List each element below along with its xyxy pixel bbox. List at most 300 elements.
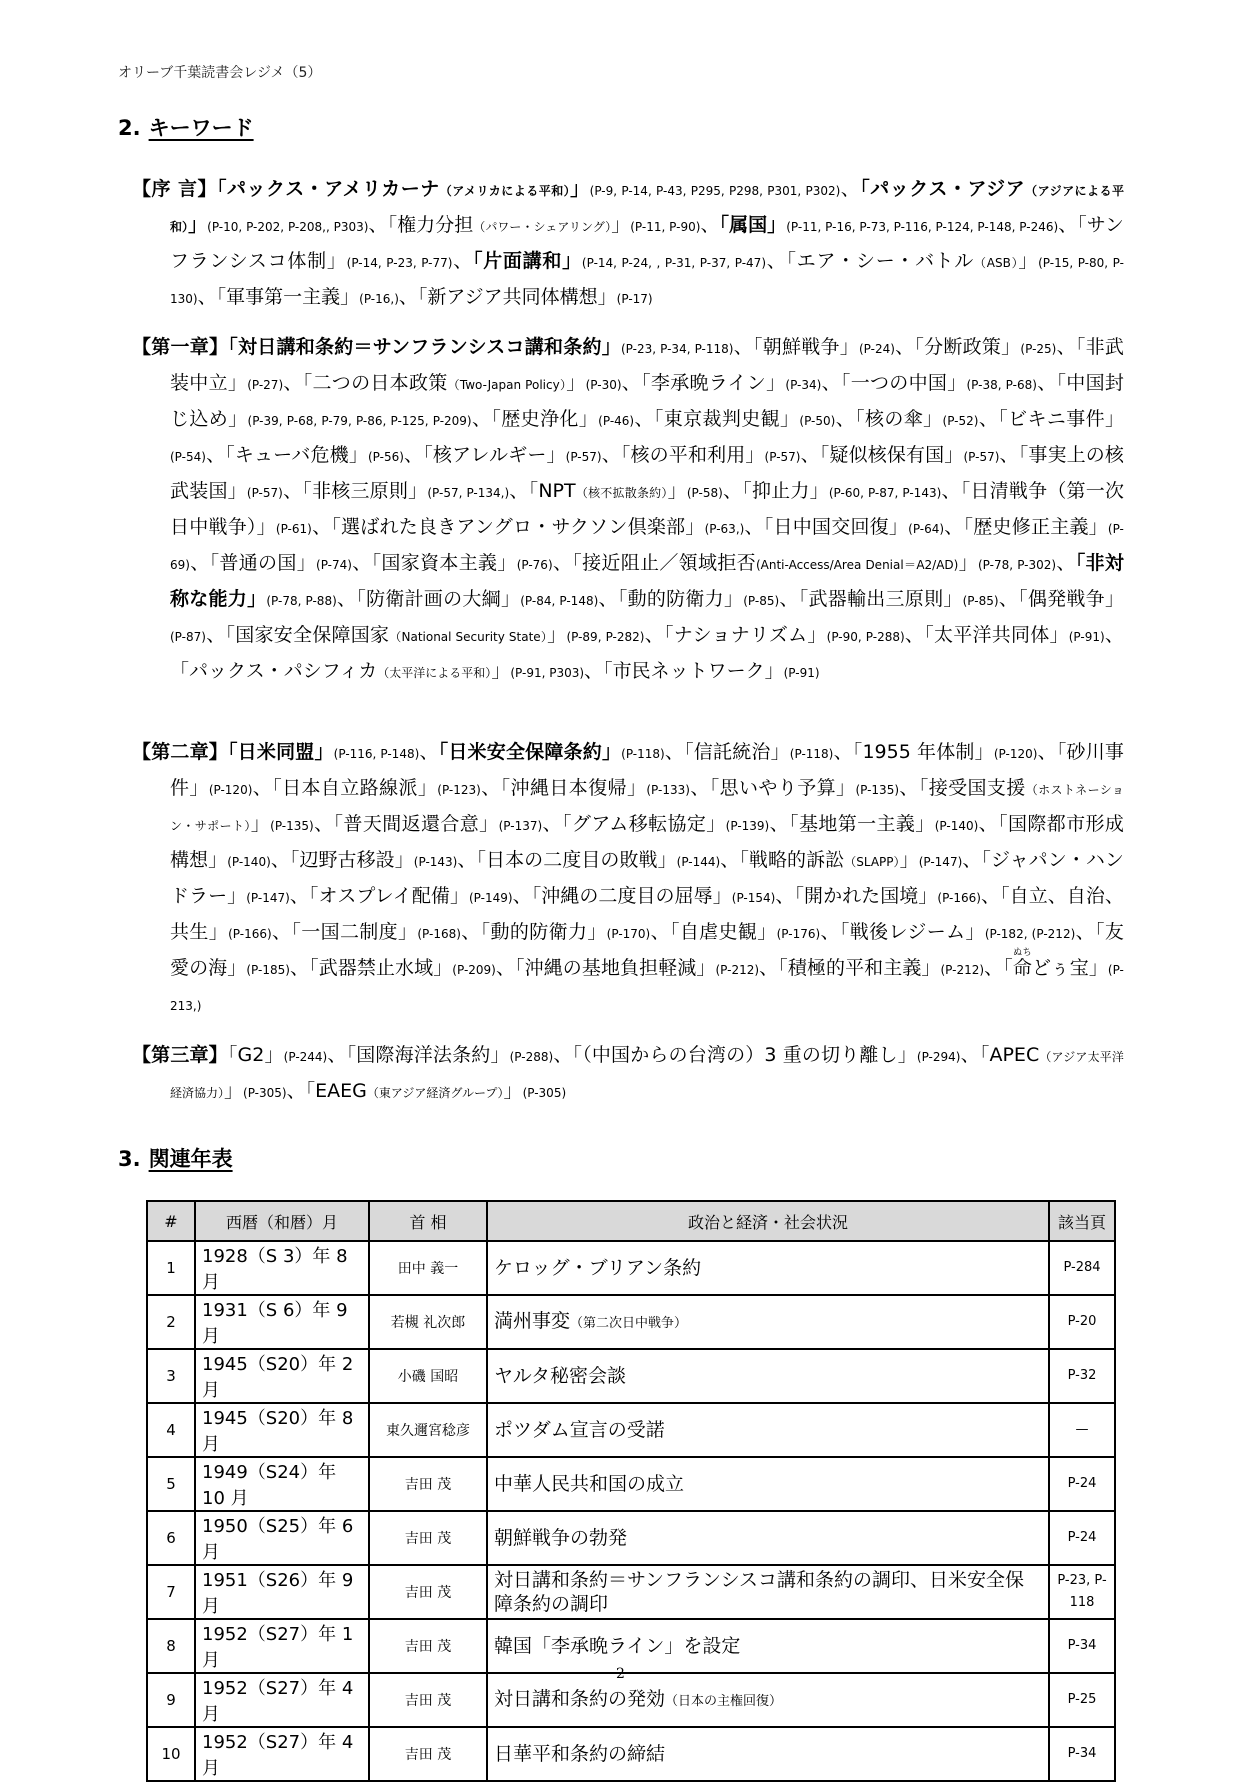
keyword: 「選ばれた良きアングロ・サクソン倶楽部」 (331, 516, 705, 538)
page-reference: (P-27) (247, 378, 284, 392)
page-reference: (P-34) (785, 378, 822, 392)
keyword: 「歴史浄化」 (491, 408, 599, 430)
keyword: 「属国」 (719, 214, 787, 236)
keyword: 「片面講和」 (472, 250, 582, 272)
page-reference: (P-50) (799, 414, 836, 428)
separator: 、 (327, 1044, 347, 1066)
page-reference: (P-64) (908, 522, 945, 536)
separator: 、 (1036, 372, 1057, 394)
chapter-label: 【第二章】 (132, 741, 228, 763)
keyword: 「軍事第一主義」 (216, 286, 360, 308)
page-reference: (P-9, P-14, P-43, P295, P298, P301, P302) (589, 184, 841, 198)
cell-prime-minister: 吉田 茂 (369, 1511, 487, 1565)
separator: 、 (664, 741, 685, 763)
separator: 、 (650, 921, 670, 943)
cell-date: 1950（S25）年 6 月 (195, 1511, 369, 1565)
keyword: 「抑止力」 (742, 480, 829, 502)
page-reference: (P-90, P-288) (826, 630, 905, 644)
keyword: 「武器禁止水域」 (309, 957, 453, 979)
page-reference: (P-135) (855, 783, 900, 797)
separator: 、 (1037, 741, 1057, 763)
keyword: 「沖縄日本復帰」 (500, 777, 647, 799)
separator: 、 (270, 849, 290, 871)
page-reference: (P-168) (417, 927, 461, 941)
keyword: 「朝鮮戦争」 (752, 336, 859, 358)
cell-number: 8 (147, 1619, 195, 1673)
cell-date: 1952（S27）年 4 月 (195, 1673, 369, 1727)
cell-number: 7 (147, 1565, 195, 1619)
keyword: 「思いやり予算」 (709, 777, 856, 799)
keyword: 「沖縄の基地負担軽減」 (515, 957, 716, 979)
page-reference: (P-14, P-23, P-77) (346, 256, 453, 270)
keyword: 「自立、自治、共生」 (170, 885, 1124, 943)
event-note: （第二次日中戦争） (570, 1315, 688, 1331)
separator: 、 (271, 921, 292, 943)
table-row (147, 1619, 1115, 1673)
page-reference: (P-54) (170, 450, 206, 464)
section-2-title: キーワード (148, 116, 254, 140)
separator: 、 (311, 516, 332, 538)
keyword-paragraph (132, 330, 1124, 690)
cell-date: 1928（S 3）年 8 月 (195, 1241, 369, 1295)
page-reference: (P-11, P-90) (630, 220, 701, 234)
cell-prime-minister: 小磯 国昭 (369, 1349, 487, 1403)
keyword: 「砂川事件」 (170, 741, 1124, 799)
page-reference: (P-244) (283, 1050, 328, 1064)
chapter-1 (132, 330, 1124, 690)
keyword: 「国家資本主義」 (371, 552, 517, 574)
cell-page: P-20 (1049, 1295, 1115, 1349)
keyword: 「日本自立路線派」 (272, 777, 438, 799)
separator: 、 (553, 1044, 573, 1066)
page-reference: (P-133) (646, 783, 690, 797)
section-2-heading (118, 112, 254, 142)
keyword: 「ビキニ事件」 (998, 408, 1124, 430)
separator: 、 (821, 372, 841, 394)
keyword: 「国家安全保障国家（National Security State）」 (225, 624, 567, 646)
separator: 、 (282, 480, 303, 502)
event-text: 対日講和条約の発効 (494, 1687, 666, 1710)
page-reference: (P-166) (937, 891, 981, 905)
page-reference: (P-89, P-282) (566, 630, 645, 644)
cell-date: 1945（S20）年 8 月 (195, 1403, 369, 1457)
keyword: 「歴史修正主義」 (963, 516, 1108, 538)
page-reference: (P-137) (498, 819, 543, 833)
keyword-paragraph (132, 1038, 1124, 1110)
page-reference: (P-85) (743, 594, 780, 608)
separator: 、 (720, 849, 740, 871)
page-reference: (P-85) (962, 594, 999, 608)
page-reference: (P-120) (208, 783, 253, 797)
page-reference: (P-213,) (170, 963, 1124, 1013)
keyword: 「李承晩ライン」 (641, 372, 786, 394)
separator: 、 (998, 588, 1019, 610)
cell-page: P-24 (1049, 1457, 1115, 1511)
keyword: 「自虐史観」 (669, 921, 777, 943)
event-text: 韓国「李承晩ライン」を設定 (494, 1635, 741, 1657)
page-reference: (P-305) (522, 1086, 567, 1100)
event-text: 日華平和条約の締結 (494, 1743, 666, 1765)
separator: 、 (779, 588, 799, 610)
keyword: 「普通の国」 (209, 552, 317, 574)
event-text: ポツダム宣言の受諾 (494, 1419, 665, 1441)
separator: 、 (512, 885, 532, 907)
separator: 、 (835, 408, 856, 430)
separator: 、 (941, 480, 961, 502)
cell-event (487, 1295, 1049, 1349)
keyword: 「グアム移転協定」 (561, 813, 726, 835)
separator: 、 (904, 624, 925, 646)
keyword: 「中国封じ込め」 (170, 372, 1124, 430)
keyword: 「APEC（アジア太平洋経済協力）」 (170, 1044, 1124, 1102)
page-reference: (P-140) (934, 819, 979, 833)
separator: 、 (197, 286, 217, 308)
keyword-note: （Two-Japan Policy） (447, 378, 567, 392)
page-reference: (P-123) (437, 783, 481, 797)
page-reference: (P-147) (246, 891, 290, 905)
keyword-note: （太平洋による平和） (377, 666, 492, 680)
separator: 、 (1056, 552, 1076, 574)
page-reference: (P-16,) (359, 292, 399, 306)
keyword: 「核の傘」 (855, 408, 943, 430)
page-reference: (P-14, P-24, , P-31, P-37, P-47) (581, 256, 766, 270)
separator: 、 (1075, 921, 1095, 943)
chapter-label: 【第三章】 (132, 1044, 228, 1066)
page-reference: (P-91, P303) (510, 666, 585, 680)
page-reference: (P-52) (942, 414, 979, 428)
page-reference: (P-209) (452, 963, 496, 977)
separator: 、 (471, 408, 492, 430)
separator: 、 (769, 813, 790, 835)
keyword: 「非核三原則」 (302, 480, 428, 502)
page-reference: (P-76) (516, 558, 553, 572)
keyword: 「動的防衛力」 (480, 921, 607, 943)
page-number: 2 (616, 1666, 625, 1682)
keyword: 「エア・シー・バトル（ASB）」 (786, 250, 1039, 272)
header-number: # (147, 1201, 195, 1241)
keyword: 「接受国支援（ホストネーション・サポート）」 (170, 777, 1124, 835)
keyword: 「友愛の海」 (170, 921, 1124, 979)
separator: 、 (457, 849, 477, 871)
page-reference: (P-118) (789, 747, 834, 761)
cell-prime-minister: 東久邇宮稔彦 (369, 1403, 487, 1457)
table-row (147, 1511, 1115, 1565)
separator: 、 (460, 921, 481, 943)
page-reference: (P-60, P-87, P-143) (828, 486, 942, 500)
page-reference: (P-305) (243, 1086, 287, 1100)
page-reference: (P-46) (598, 414, 635, 428)
cell-number: 9 (147, 1673, 195, 1727)
cell-number: 1 (147, 1241, 195, 1295)
separator: 、 (820, 921, 840, 943)
cell-prime-minister: 吉田 茂 (369, 1619, 487, 1673)
keyword: 「パックス・パシフィカ（太平洋による平和）」 (170, 660, 511, 682)
page-reference: (P-61) (275, 522, 312, 536)
keyword: 「太平洋共同体」 (924, 624, 1069, 646)
keyword: 「国際海洋法条約」 (346, 1044, 510, 1066)
separator: 、 (759, 957, 779, 979)
keyword: 「積極的平和主義」 (778, 957, 941, 979)
page-reference: (P-154) (731, 891, 776, 905)
section-2-number: 2. (118, 116, 141, 140)
page-reference: (P-294) (916, 1050, 961, 1064)
cell-number: 6 (147, 1511, 195, 1565)
cell-page: P-24 (1049, 1511, 1115, 1565)
keyword: 「非対称な能力」 (170, 552, 1124, 610)
event-text: ケロッグ・ブリアン条約 (494, 1257, 702, 1279)
cell-date: 1951（S26）年 9 月 (195, 1565, 369, 1619)
keyword: 「防衛計画の大綱」 (356, 588, 521, 610)
separator: 、 (289, 957, 310, 979)
separator: 、 (700, 214, 720, 236)
keyword: 「新アジア共同体構想」 (417, 286, 617, 308)
page-reference: (P-17) (616, 292, 653, 306)
keyword: 「G2」 (227, 1044, 284, 1066)
event-text: 満州事変 (494, 1309, 571, 1332)
keyword: 「ジャパン・ハンドラー」 (170, 849, 1124, 907)
page-reference: (P-15, P-80, P-130) (170, 256, 1124, 306)
separator: 、 (189, 552, 210, 574)
cell-page: P-34 (1049, 1619, 1115, 1673)
keyword: 「パックス・アメリカーナ（アメリカによる平和）」 (217, 178, 590, 200)
cell-page: — (1049, 1403, 1115, 1457)
separator: 、 (351, 552, 372, 574)
chapter-preface (132, 172, 1124, 316)
table-row (147, 1295, 1115, 1349)
separator: 、 (289, 885, 309, 907)
cell-event (487, 1727, 1049, 1781)
separator: 、 (775, 885, 795, 907)
page-reference: (P-24) (858, 342, 895, 356)
page-reference: (P-38, P-68) (966, 378, 1037, 392)
page-reference: (P-176) (776, 927, 821, 941)
event-text: 中華人民共和国の成立 (494, 1473, 685, 1495)
cell-number: 5 (147, 1457, 195, 1511)
page-reference: (P-120) (993, 747, 1038, 761)
cell-date: 1931（S 6）年 9 月 (195, 1295, 369, 1349)
page-reference: (P-166) (228, 927, 272, 941)
cell-prime-minister: 吉田 茂 (369, 1457, 487, 1511)
page-reference: (P-288) (509, 1050, 554, 1064)
keyword: 「国際都市形成構想」 (170, 813, 1124, 871)
separator: 、 (601, 444, 621, 466)
page-reference: (P-56) (367, 450, 404, 464)
cell-prime-minister: 吉田 茂 (369, 1565, 487, 1619)
chapter-2 (132, 735, 1124, 1023)
keyword-note: （パワー・シェアリング） (473, 220, 612, 234)
keyword: 「一国二制度」 (291, 921, 418, 943)
table-row (147, 1403, 1115, 1457)
page-reference: (P-11, P-16, P-73, P-116, P-124, P-148, P-246) (786, 220, 1059, 234)
separator: 、 (833, 741, 853, 763)
keyword: 「辺野古移設」 (289, 849, 414, 871)
separator: 、 (733, 336, 753, 358)
keyword-note: （東アジア経済グループ） (366, 1086, 504, 1100)
table-row (147, 1457, 1115, 1511)
cell-event (487, 1457, 1049, 1511)
separator: 、 (398, 286, 418, 308)
keyword-note: （ホストネーション・サポート） (170, 783, 1124, 833)
page-reference: (P-57) (565, 450, 602, 464)
cell-event (487, 1619, 1049, 1673)
keyword: 「分断政策」 (914, 336, 1021, 358)
separator: 、 (1058, 214, 1078, 236)
section-3-number: 3. (118, 1147, 141, 1171)
separator: 、 (252, 777, 273, 799)
keyword: 「日本の二度目の敗戦」 (476, 849, 677, 871)
cell-event (487, 1565, 1049, 1619)
separator: 、 (980, 885, 1001, 907)
keyword: 「基地第一主義」 (789, 813, 935, 835)
separator: 、 (984, 957, 1004, 979)
section-3-heading (118, 1143, 233, 1173)
separator: 、 (542, 813, 562, 835)
cell-event (487, 1241, 1049, 1295)
separator: 、 (644, 624, 664, 646)
page-reference: (P-57) (764, 450, 801, 464)
separator: 、 (598, 588, 618, 610)
keyword: 「戦略的訴訟（SLAPP）」 (739, 849, 919, 871)
table-row (147, 1241, 1115, 1295)
event-note: （日本の主権回復） (665, 1693, 783, 1709)
keyword: 「信託統治」 (684, 741, 790, 763)
keyword-note: （National Security State） (389, 630, 548, 644)
separator: 、 (894, 336, 915, 358)
separator: 、 (621, 372, 642, 394)
keyword: 「対日講和条約＝サンフランシスコ講和条約」 (228, 336, 621, 358)
separator: 、 (800, 444, 820, 466)
cell-event (487, 1349, 1049, 1403)
cell-event (487, 1403, 1049, 1457)
separator: 、 (744, 516, 764, 538)
keyword: 「開かれた国境」 (794, 885, 938, 907)
keyword: 「権力分担（パワー・シェアリング）」 (387, 214, 631, 236)
keyword: 「市民ネットワーク」 (603, 660, 784, 682)
cell-date: 1952（S27）年 4 月 (195, 1727, 369, 1781)
keyword-note: （核不拡散条約） (575, 486, 668, 500)
header-page: 該当頁 (1049, 1201, 1115, 1241)
keyword: 「戦後レジーム」 (839, 921, 985, 943)
keyword: 「キューバ危機」 (225, 444, 368, 466)
page-reference: (P-182, (P-212) (984, 927, 1076, 941)
keyword: 「パックス・アジア（アジアによる平和）」 (170, 178, 1124, 236)
keyword: 「核アレルギー」 (423, 444, 566, 466)
separator: 、 (495, 957, 516, 979)
event-text: 朝鮮戦争の勃発 (494, 1527, 628, 1549)
page-reference: (P-74) (316, 558, 352, 572)
page-reference: (P-170) (606, 927, 651, 941)
header-event: 政治と経済・社会状況 (487, 1201, 1049, 1241)
cell-page: P-25 (1049, 1673, 1115, 1727)
separator: 、 (286, 1080, 306, 1102)
page-reference: (P-78, P-302) (978, 558, 1057, 572)
keyword: 「動的防衛力」 (617, 588, 744, 610)
separator: 、 (509, 480, 529, 502)
page-reference: (P-143) (413, 855, 458, 869)
cell-date: 1952（S27）年 1 月 (195, 1619, 369, 1673)
keyword-note: （アジアによる平和） (170, 184, 1124, 234)
cell-prime-minister: 吉田 茂 (369, 1673, 487, 1727)
keyword: 「接近阻止／領域拒否(Anti-Access/Area Denial＝A2/AD)」 (572, 552, 978, 574)
keyword-paragraph (132, 172, 1124, 316)
separator: 、 (313, 813, 334, 835)
keyword: 「日米同盟」 (227, 741, 334, 763)
separator: 、 (205, 624, 226, 646)
keyword-note: （SLAPP） (844, 855, 900, 869)
separator: 、 (944, 516, 964, 538)
table-header-row (147, 1201, 1115, 1241)
page-reference: (P-87) (170, 630, 206, 644)
header-prime-minister: 首 相 (369, 1201, 487, 1241)
separator: 、 (766, 250, 787, 272)
event-text: ヤルタ秘密会談 (494, 1365, 627, 1387)
separator: 、 (722, 480, 743, 502)
separator: 、 (899, 777, 919, 799)
separator: 、 (336, 588, 357, 610)
cell-prime-minister: 吉田 茂 (369, 1727, 487, 1781)
keyword: 「日米安全保障条約」 (438, 741, 622, 763)
page-reference: (P-23, P-34, P-118) (621, 342, 734, 356)
chapter-3 (132, 1038, 1124, 1110)
document-header: オリーブ千葉読書会レジメ（5） (118, 65, 322, 81)
keyword: 「非武装中立」 (170, 336, 1124, 394)
separator: 、 (419, 741, 439, 763)
separator: 、 (368, 214, 388, 236)
keyword-paragraph (132, 735, 1124, 1023)
cell-date: 1945（S20）年 2 月 (195, 1349, 369, 1403)
page-reference: (P-39, P-68, P-79, P-86, P-125, P-209) (247, 414, 472, 428)
page-reference: (P-116, P-148) (333, 747, 420, 761)
separator: 、 (978, 813, 999, 835)
keyword: 「命ぬちどぅ宝」 (1003, 948, 1108, 979)
separator: 、 (552, 552, 573, 574)
keyword: 「ナショナリズム」 (663, 624, 827, 646)
keyword: 「二つの日本政策（Two-Japan Policy）」 (302, 372, 586, 394)
event-text: 対日講和条約＝サンフランシスコ講和条約の調印、日米安全保障条約の調印 (494, 1569, 1025, 1615)
page-reference: (P-185) (246, 963, 290, 977)
separator: 、 (205, 444, 226, 466)
keyword-note: (Anti-Access/Area Denial＝A2/AD) (755, 558, 959, 572)
cell-number: 10 (147, 1727, 195, 1781)
page-reference: (P-57, P-134,) (427, 486, 510, 500)
keyword: 「事実上の核武装国」 (170, 444, 1124, 502)
page-reference: (P-140) (227, 855, 271, 869)
ruby-annotation: 命ぬち (1012, 948, 1032, 979)
page-reference: (P-84, P-148) (520, 594, 599, 608)
cell-number: 4 (147, 1403, 195, 1457)
timeline-table (146, 1200, 1116, 1782)
cell-event (487, 1511, 1049, 1565)
keyword: 「1955 年体制」 (852, 741, 994, 763)
page-reference: (P-57) (246, 486, 283, 500)
page-reference: (P-57) (963, 450, 1000, 464)
page-reference: (P-25) (1020, 342, 1057, 356)
separator: 、 (960, 1044, 980, 1066)
keyword: 「（中国からの台湾の）3 重の切り離し」 (572, 1044, 917, 1066)
cell-page: P-34 (1049, 1727, 1115, 1781)
keyword: 「オスプレイ配備」 (308, 885, 469, 907)
chapter-label: 【序 言】 (132, 178, 218, 200)
keyword: 「偶発戦争」 (1018, 588, 1124, 610)
page-reference: (P-212) (715, 963, 760, 977)
page-reference: (P-135) (270, 819, 314, 833)
table-row (147, 1349, 1115, 1403)
separator: 、 (840, 178, 861, 200)
keyword-note: （アメリカによる平和） (439, 184, 571, 198)
cell-page: P-32 (1049, 1349, 1115, 1403)
page-reference: (P-78, P-88) (266, 594, 337, 608)
separator: 、 (1104, 624, 1124, 646)
